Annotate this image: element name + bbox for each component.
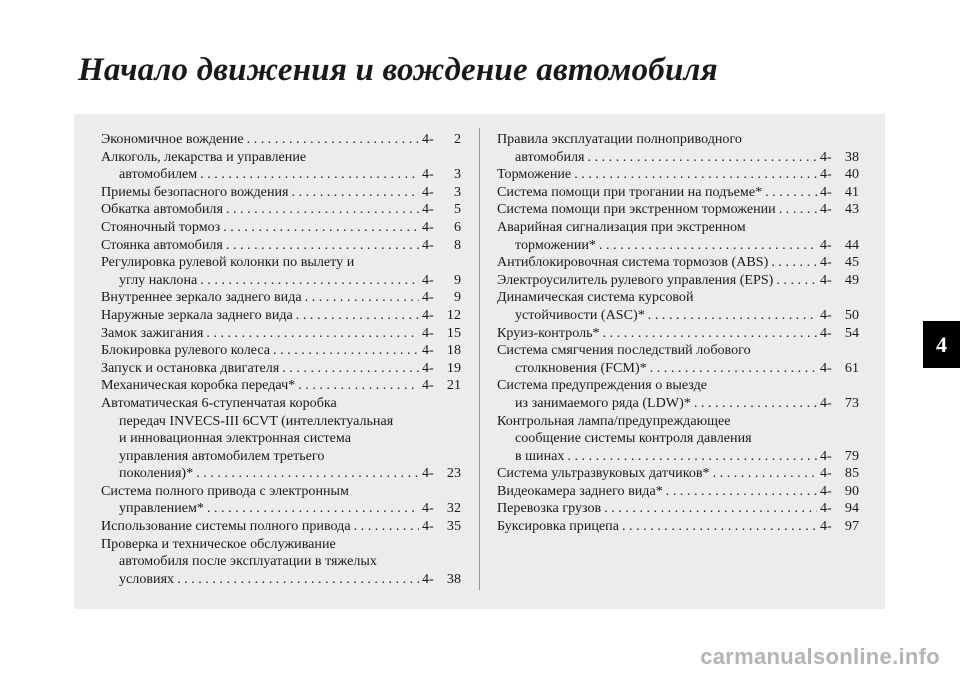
page-number: 38 bbox=[446, 570, 461, 587]
toc-entry[interactable] bbox=[101, 395, 461, 483]
page-number: 54 bbox=[844, 324, 859, 341]
dot-leader bbox=[650, 360, 817, 378]
page-ref bbox=[422, 272, 461, 290]
dot-leader bbox=[200, 166, 419, 184]
page-ref bbox=[422, 219, 461, 237]
toc-entry-text: Торможение bbox=[497, 166, 572, 183]
page-prefix: 4- bbox=[820, 447, 832, 464]
dot-leader bbox=[779, 201, 817, 219]
toc-entry-text: Правила эксплуатации полноприводного bbox=[497, 131, 742, 147]
toc-entry[interactable] bbox=[101, 360, 461, 378]
toc-entry-text: Проверка и техническое обслуживание bbox=[101, 535, 336, 552]
page-prefix: 4- bbox=[422, 465, 434, 482]
dot-leader bbox=[282, 360, 419, 378]
page-number: 2 bbox=[453, 131, 461, 147]
page-ref bbox=[422, 360, 461, 378]
dot-leader bbox=[177, 571, 419, 589]
toc-entry[interactable] bbox=[497, 131, 859, 166]
page-prefix: 4- bbox=[820, 201, 832, 218]
page-prefix: 4- bbox=[820, 500, 832, 517]
toc-entry[interactable] bbox=[101, 184, 461, 202]
toc-entry-text: Стоянка автомобиля bbox=[101, 236, 223, 253]
page-number: 3 bbox=[453, 166, 461, 183]
dot-leader bbox=[207, 500, 419, 518]
dot-leader bbox=[622, 518, 817, 536]
page-prefix: 4- bbox=[422, 306, 434, 323]
page-ref bbox=[820, 395, 859, 413]
dot-leader bbox=[273, 342, 419, 360]
page-prefix: 4- bbox=[820, 183, 832, 200]
page-prefix: 4- bbox=[422, 289, 434, 306]
page-prefix: 4- bbox=[422, 218, 434, 235]
page-ref bbox=[820, 307, 859, 325]
toc-entry[interactable] bbox=[497, 377, 859, 412]
page-number: 15 bbox=[446, 324, 461, 341]
page-number: 43 bbox=[844, 201, 859, 218]
toc-entry[interactable] bbox=[101, 254, 461, 289]
toc-entry-text: Стояночный тормоз bbox=[101, 218, 221, 235]
toc-entry[interactable] bbox=[101, 483, 461, 518]
page-prefix: 4- bbox=[820, 359, 832, 376]
toc-entry[interactable] bbox=[497, 219, 859, 254]
toc-entry[interactable] bbox=[101, 219, 461, 237]
page-number: 73 bbox=[844, 394, 859, 411]
page-prefix: 4- bbox=[422, 324, 434, 341]
page-number: 79 bbox=[844, 447, 859, 464]
toc-right-column bbox=[497, 131, 859, 536]
toc-entry[interactable] bbox=[497, 483, 859, 501]
toc-entry-text: Контрольная лампа/предупреждающее bbox=[497, 412, 731, 429]
page-ref bbox=[820, 254, 859, 272]
page-number: 61 bbox=[844, 359, 859, 376]
toc-entry-text: Использование системы полного привода bbox=[101, 518, 351, 535]
toc-entry[interactable] bbox=[497, 272, 859, 290]
toc-entry[interactable] bbox=[101, 342, 461, 360]
page-prefix: 4- bbox=[820, 518, 832, 535]
toc-entry[interactable] bbox=[497, 465, 859, 483]
toc-entry[interactable] bbox=[497, 184, 859, 202]
toc-entry-text: условиях bbox=[119, 570, 175, 587]
toc-entry[interactable] bbox=[497, 289, 859, 324]
dot-leader bbox=[223, 219, 419, 237]
page-prefix: 4- bbox=[422, 359, 434, 376]
toc-entry[interactable] bbox=[497, 166, 859, 184]
page-ref bbox=[422, 342, 461, 360]
page-prefix: 4- bbox=[422, 271, 434, 288]
page-ref bbox=[820, 237, 859, 255]
page-number: 49 bbox=[844, 271, 859, 288]
page-number: 8 bbox=[453, 236, 461, 253]
page-number: 97 bbox=[844, 518, 859, 535]
toc-entry[interactable] bbox=[497, 201, 859, 219]
toc-entry-text: Буксировка прицепа bbox=[497, 518, 619, 535]
toc-entry-text: Система помощи при трогании на подъеме* bbox=[497, 183, 763, 200]
page-prefix: 4- bbox=[820, 324, 832, 341]
page-number: 41 bbox=[844, 183, 859, 200]
toc-entry-text: Наружные зеркала заднего вида bbox=[101, 306, 293, 323]
toc-entry-text: Аварийная сигнализация при экстренном bbox=[497, 218, 746, 235]
page-prefix: 4- bbox=[820, 271, 832, 288]
page-prefix: 4- bbox=[422, 342, 434, 359]
page-number: 21 bbox=[446, 377, 461, 394]
dot-leader bbox=[305, 289, 419, 307]
toc-entry-text: устойчивости (ASC)* bbox=[515, 306, 645, 323]
toc-entry-text: Алкоголь, лекарства и управление bbox=[101, 148, 307, 165]
page-prefix: 4- bbox=[820, 166, 832, 183]
toc-entry-text: Электроусилитель рулевого управления (EPS) bbox=[497, 271, 774, 288]
page-number: 35 bbox=[446, 518, 461, 535]
page-ref bbox=[422, 465, 461, 483]
toc-entry-text: управлением* bbox=[119, 500, 204, 517]
page-ref bbox=[820, 360, 859, 378]
toc-entry[interactable] bbox=[497, 254, 859, 272]
page-prefix: 4- bbox=[422, 131, 434, 147]
page-number: 9 bbox=[453, 289, 461, 306]
page-prefix: 4- bbox=[422, 570, 434, 587]
page-number: 85 bbox=[844, 465, 859, 482]
toc-entry-text: Перевозка грузов bbox=[497, 500, 602, 517]
page-prefix: 4- bbox=[422, 518, 434, 535]
toc-entry-text: Механическая коробка передач* bbox=[101, 377, 296, 394]
toc-entry-text: Автоматическая 6-ступенчатая коробка bbox=[101, 394, 337, 411]
page-ref bbox=[820, 201, 859, 219]
toc-entry-text: Система ультразвуковых датчиков* bbox=[497, 465, 710, 482]
toc-entry-text: Внутреннее зеркало заднего вида bbox=[101, 289, 302, 306]
page-number: 44 bbox=[844, 236, 859, 253]
page-prefix: 4- bbox=[422, 236, 434, 253]
page-number: 40 bbox=[844, 166, 859, 183]
toc-entry-text: Система смягчения последствий лобового bbox=[497, 342, 751, 359]
toc-entry-text: Запуск и остановка двигателя bbox=[101, 359, 280, 376]
page-number: 32 bbox=[446, 500, 461, 517]
page-ref bbox=[422, 377, 461, 395]
dot-leader bbox=[765, 184, 817, 202]
dot-leader bbox=[200, 272, 419, 290]
toc-entry[interactable] bbox=[101, 237, 461, 255]
page-ref bbox=[422, 289, 461, 307]
toc-entry-text: Круиз-контроль* bbox=[497, 324, 600, 341]
page-ref bbox=[820, 166, 859, 184]
toc-entry-text: столкновения (FCM)* bbox=[515, 359, 647, 376]
chapter-tab[interactable]: 4 bbox=[923, 321, 960, 368]
toc-entry-text: автомобиля после эксплуатации в тяжелых bbox=[119, 553, 377, 570]
toc-entry-text: Регулировка рулевой колонки по вылету и bbox=[101, 254, 355, 271]
dot-leader bbox=[354, 518, 419, 536]
dot-leader bbox=[776, 272, 817, 290]
toc-entry-text: Обкатка автомобиля bbox=[101, 201, 223, 218]
toc-entry-text: углу наклона bbox=[119, 271, 198, 288]
toc-entry-text: Система предупреждения о выезде bbox=[497, 377, 708, 394]
page-prefix: 4- bbox=[820, 236, 832, 253]
page-number: 6 bbox=[453, 218, 461, 235]
page-number: 9 bbox=[453, 271, 461, 288]
toc-entry-text: автомобилем bbox=[119, 166, 198, 183]
page-number: 12 bbox=[446, 306, 461, 323]
dot-leader bbox=[292, 184, 419, 202]
page-ref bbox=[820, 272, 859, 290]
page-prefix: 4- bbox=[820, 394, 832, 411]
page-number: 19 bbox=[446, 359, 461, 376]
page-ref bbox=[422, 131, 461, 149]
page-ref bbox=[422, 518, 461, 536]
page-ref bbox=[820, 448, 859, 466]
dot-leader bbox=[694, 395, 817, 413]
page-ref bbox=[820, 184, 859, 202]
toc-entry-text: и инновационная электронная система bbox=[119, 430, 352, 447]
toc-entry[interactable] bbox=[101, 149, 461, 184]
toc-left-column bbox=[101, 131, 461, 588]
page-prefix: 4- bbox=[422, 500, 434, 517]
dot-leader bbox=[196, 465, 419, 483]
toc-entry[interactable] bbox=[101, 289, 461, 307]
toc-entry-text: поколения)* bbox=[119, 465, 194, 482]
page-title: Начало движения и вождение автомобиля bbox=[78, 52, 718, 88]
page-prefix: 4- bbox=[820, 148, 832, 165]
toc-entry-text: Антиблокировочная система тормозов (ABS) bbox=[497, 254, 769, 271]
toc-entry-text: сообщение системы контроля давления bbox=[515, 430, 752, 447]
toc-entry[interactable] bbox=[101, 131, 461, 149]
page-number: 50 bbox=[844, 306, 859, 323]
dot-leader bbox=[247, 131, 419, 149]
toc-entry[interactable] bbox=[497, 500, 859, 518]
toc-entry-text: Приемы безопасного вождения bbox=[101, 183, 289, 200]
dot-leader bbox=[588, 149, 817, 167]
page-ref bbox=[820, 518, 859, 536]
toc-entry-text: торможении* bbox=[515, 236, 596, 253]
page-ref bbox=[422, 571, 461, 589]
dot-leader bbox=[226, 237, 419, 255]
page-number: 94 bbox=[844, 500, 859, 517]
toc-entry-text: из занимаемого ряда (LDW)* bbox=[515, 394, 691, 411]
page-ref bbox=[422, 325, 461, 343]
page-ref bbox=[422, 201, 461, 219]
page-number: 23 bbox=[446, 465, 461, 482]
page-ref bbox=[820, 325, 859, 343]
dot-leader bbox=[648, 307, 817, 325]
toc-entry[interactable] bbox=[101, 307, 461, 325]
page-prefix: 4- bbox=[820, 482, 832, 499]
dot-leader bbox=[206, 325, 419, 343]
toc-entry[interactable] bbox=[101, 325, 461, 343]
page-ref bbox=[422, 237, 461, 255]
page-ref bbox=[422, 184, 461, 202]
page-prefix: 4- bbox=[820, 465, 832, 482]
page-prefix: 4- bbox=[422, 183, 434, 200]
page-number: 18 bbox=[446, 342, 461, 359]
dot-leader bbox=[567, 448, 817, 466]
page-number: 38 bbox=[844, 148, 859, 165]
page-prefix: 4- bbox=[422, 166, 434, 183]
dot-leader bbox=[226, 201, 419, 219]
dot-leader bbox=[713, 465, 817, 483]
dot-leader bbox=[599, 237, 817, 255]
toc-entry-text: передач INVECS-III 6CVT (интеллектуальная bbox=[119, 412, 394, 429]
toc-entry[interactable] bbox=[497, 413, 859, 466]
page-ref bbox=[820, 500, 859, 518]
page-number: 90 bbox=[844, 482, 859, 499]
page-prefix: 4- bbox=[820, 306, 832, 323]
toc-entry-text: Видеокамера заднего вида* bbox=[497, 482, 663, 499]
page-ref bbox=[820, 149, 859, 167]
page-prefix: 4- bbox=[422, 377, 434, 394]
page-ref bbox=[422, 307, 461, 325]
toc-entry[interactable] bbox=[497, 325, 859, 343]
toc-entry-text: Замок зажигания bbox=[101, 324, 204, 341]
toc-entry-text: Система помощи при экстренном торможении bbox=[497, 201, 776, 218]
toc-entry-text: Система полного привода с электронным bbox=[101, 482, 349, 499]
toc-entry-text: автомобиля bbox=[515, 148, 585, 165]
page-number: 45 bbox=[844, 254, 859, 271]
dot-leader bbox=[604, 500, 817, 518]
toc-entry[interactable] bbox=[101, 536, 461, 589]
toc-entry-text: Экономичное вождение bbox=[101, 131, 244, 147]
toc-entry[interactable] bbox=[101, 201, 461, 219]
dot-leader bbox=[298, 377, 419, 395]
toc-entry[interactable] bbox=[497, 342, 859, 377]
dot-leader bbox=[603, 325, 817, 343]
toc-entry-text: в шинах bbox=[515, 447, 565, 464]
dot-leader bbox=[574, 166, 817, 184]
page-number: 5 bbox=[453, 201, 461, 218]
page-number: 3 bbox=[453, 183, 461, 200]
watermark: carmanualsonline.info bbox=[700, 644, 940, 669]
column-divider bbox=[479, 128, 480, 590]
toc-entry[interactable] bbox=[101, 377, 461, 395]
toc-entry-text: Динамическая система курсовой bbox=[497, 289, 694, 306]
toc-entry[interactable] bbox=[101, 518, 461, 536]
page-ref bbox=[820, 465, 859, 483]
page-ref bbox=[820, 483, 859, 501]
page-prefix: 4- bbox=[820, 254, 832, 271]
dot-leader bbox=[666, 483, 817, 501]
toc-entry-text: Блокировка рулевого колеса bbox=[101, 342, 271, 359]
dot-leader bbox=[771, 254, 817, 272]
page-ref bbox=[422, 166, 461, 184]
dot-leader bbox=[296, 307, 419, 325]
page-prefix: 4- bbox=[422, 201, 434, 218]
toc-entry[interactable] bbox=[497, 518, 859, 536]
toc-entry-text: управления автомобилем третьего bbox=[119, 447, 325, 464]
page-ref bbox=[422, 500, 461, 518]
